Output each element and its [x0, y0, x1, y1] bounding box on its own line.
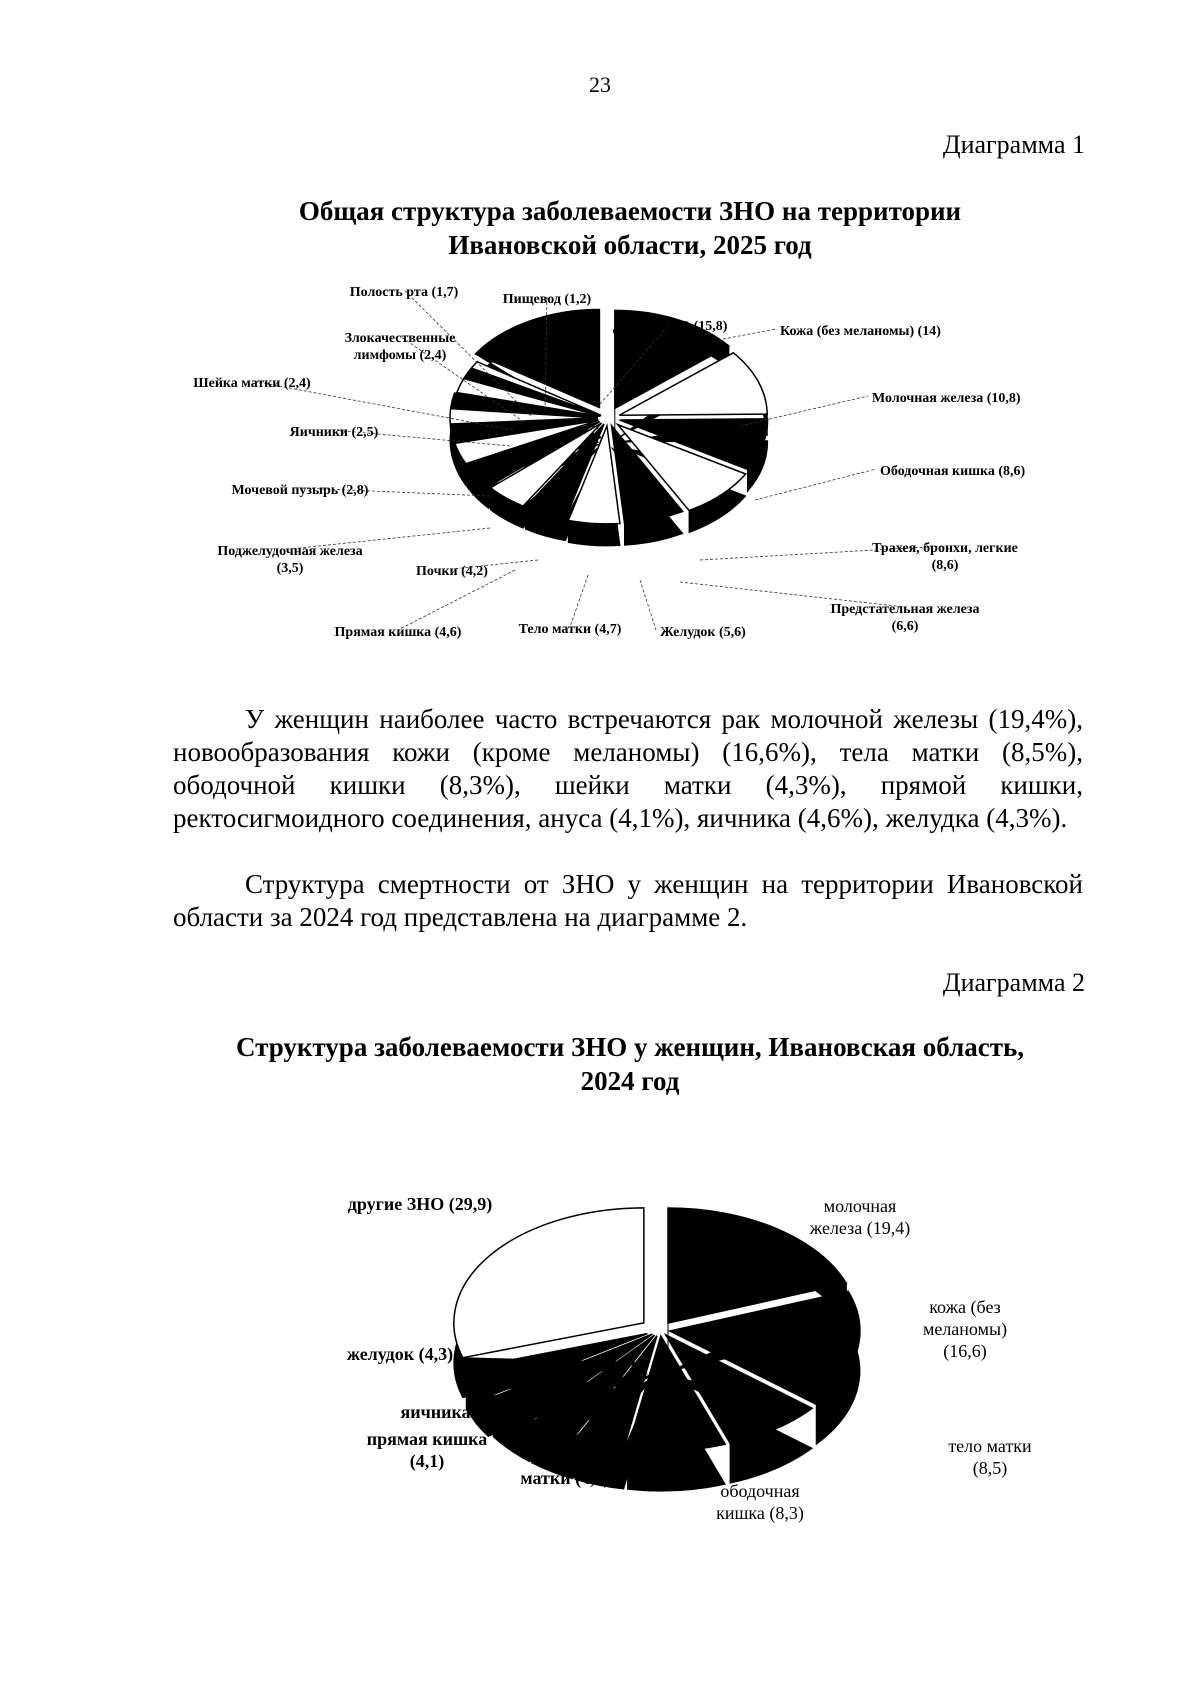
pie-label-шейка-матки-4-3: шейка матки (4,3) — [520, 1446, 610, 1488]
pie-label-яичники-2-5: Яичники (2,5) — [289, 425, 379, 440]
pie-label-мочевой-пузырь-2-8: Мочевой пузырь (2,8) — [231, 483, 369, 498]
pie-label-поджелудочная-железа-3-5: Поджелудочная железа (3,5) — [217, 544, 363, 576]
pie-label-другие-зно-29-9: другие ЗНО (29,9) — [347, 1194, 493, 1214]
chart-1-title — [180, 194, 1080, 262]
chart-2-title — [180, 1030, 1080, 1098]
pie-label-шейка-матки-2-4: Шейка матки (2,4) — [193, 376, 311, 391]
pie-label-яичника-4-6: яичника (4,6) — [400, 1402, 510, 1422]
pie-label-молочная-железа-10-8: Молочная железа (10,8) — [872, 391, 1021, 406]
pie-label-желудок-4-3: желудок (4,3) — [346, 1344, 454, 1364]
leader-line-тело-матки-4-7 — [570, 575, 588, 627]
chart-2-title-line-2: 2024 год — [580, 1066, 680, 1096]
pie-label-пищевод-1-2: Пищевод (1,2) — [502, 292, 592, 307]
pie-label-трахея-бронхи-легкие-8-6: Трахея, бронхи, легкие (8,6) — [872, 541, 1018, 573]
page-number: 23 — [589, 72, 611, 97]
paragraph-mortality-reference: Структура смертности от ЗНО у женщин на территории Ивановской области за 2024 год представлена на диаграмме 2. — [173, 869, 1083, 932]
diagram-2-label: Диаграмма 2 — [942, 968, 1085, 997]
leader-line-прямая-кишка-4-6 — [398, 570, 515, 630]
leader-line-ободочная-кишка-8-6 — [755, 469, 876, 500]
pie-label-другие-зно-15-8: Другие ЗНО (15,8) — [612, 319, 728, 334]
chart-2-title-line-1: Структура заболеваемости ЗНО у женщин, Ивановская область, — [235, 1032, 1025, 1062]
pie-label-тело-матки-4-7: Тело матки (4,7) — [518, 622, 622, 637]
pie-label-кожа-без-меланомы-14: Кожа (без меланомы) (14) — [780, 324, 941, 339]
pie-label-прямая-кишка-4-6: Прямая кишка (4,6) — [334, 625, 462, 640]
pie-label-почки-4-2: Почки (4,2) — [416, 564, 488, 579]
diagram-1-label: Диаграмма 1 — [942, 130, 1085, 159]
pie-label-кожа-без-меланомы-16-6: кожа (без меланомы) (16,6) — [922, 1297, 1008, 1361]
chart-1-title-line-2: Ивановской области, 2025 год — [448, 230, 812, 260]
pie-label-тело-матки-8-5: тело матки (8,5) — [948, 1436, 1032, 1478]
chart-1-pie — [0, 270, 1200, 660]
chart-1-slices — [450, 310, 768, 524]
pie-label-злокачественные-лимфомы-2-4: Злокачественные лимфомы (2,4) — [344, 331, 456, 363]
pie-label-полость-рта-1-7: Полость рта (1,7) — [349, 285, 459, 300]
pie-label-молочная-железа-19-4: молочная железа (19,4) — [809, 1196, 911, 1238]
pie-label-прямая-кишка-4-1: прямая кишка (4,1) — [366, 1429, 488, 1471]
pie-label-предстательная-железа-6-6: Предстательная железа (6,6) — [830, 602, 980, 634]
pie-label-желудок-5-6: Желудок (5,6) — [660, 625, 746, 640]
pie-label-ободочная-кишка-8-6: Ободочная кишка (8,6) — [880, 464, 1026, 479]
pie-label-ободочная-кишка-8-3: ободочная кишка (8,3) — [716, 1481, 804, 1523]
chart-2-pie — [0, 1175, 1200, 1615]
chart-1-title-line-1: Общая структура заболеваемости ЗНО на территории — [298, 196, 962, 226]
leader-line-желудок-5-6 — [640, 580, 656, 630]
paragraph-women-incidence: У женщин наиболее часто встречаются рак молочной железы (19,4%), новообразования кожи (кроме меланомы) (16,6%), тела матки (8,5%), ободочной кишки (8,3%), шейки матки (4,3%), прямой кишки, ректосигмоидного соединения, ануса (4,1%), яичника (4,6%), желудка (4,3%). — [173, 704, 1083, 833]
pie-slice-другие-зно-29-9 — [454, 1208, 644, 1358]
